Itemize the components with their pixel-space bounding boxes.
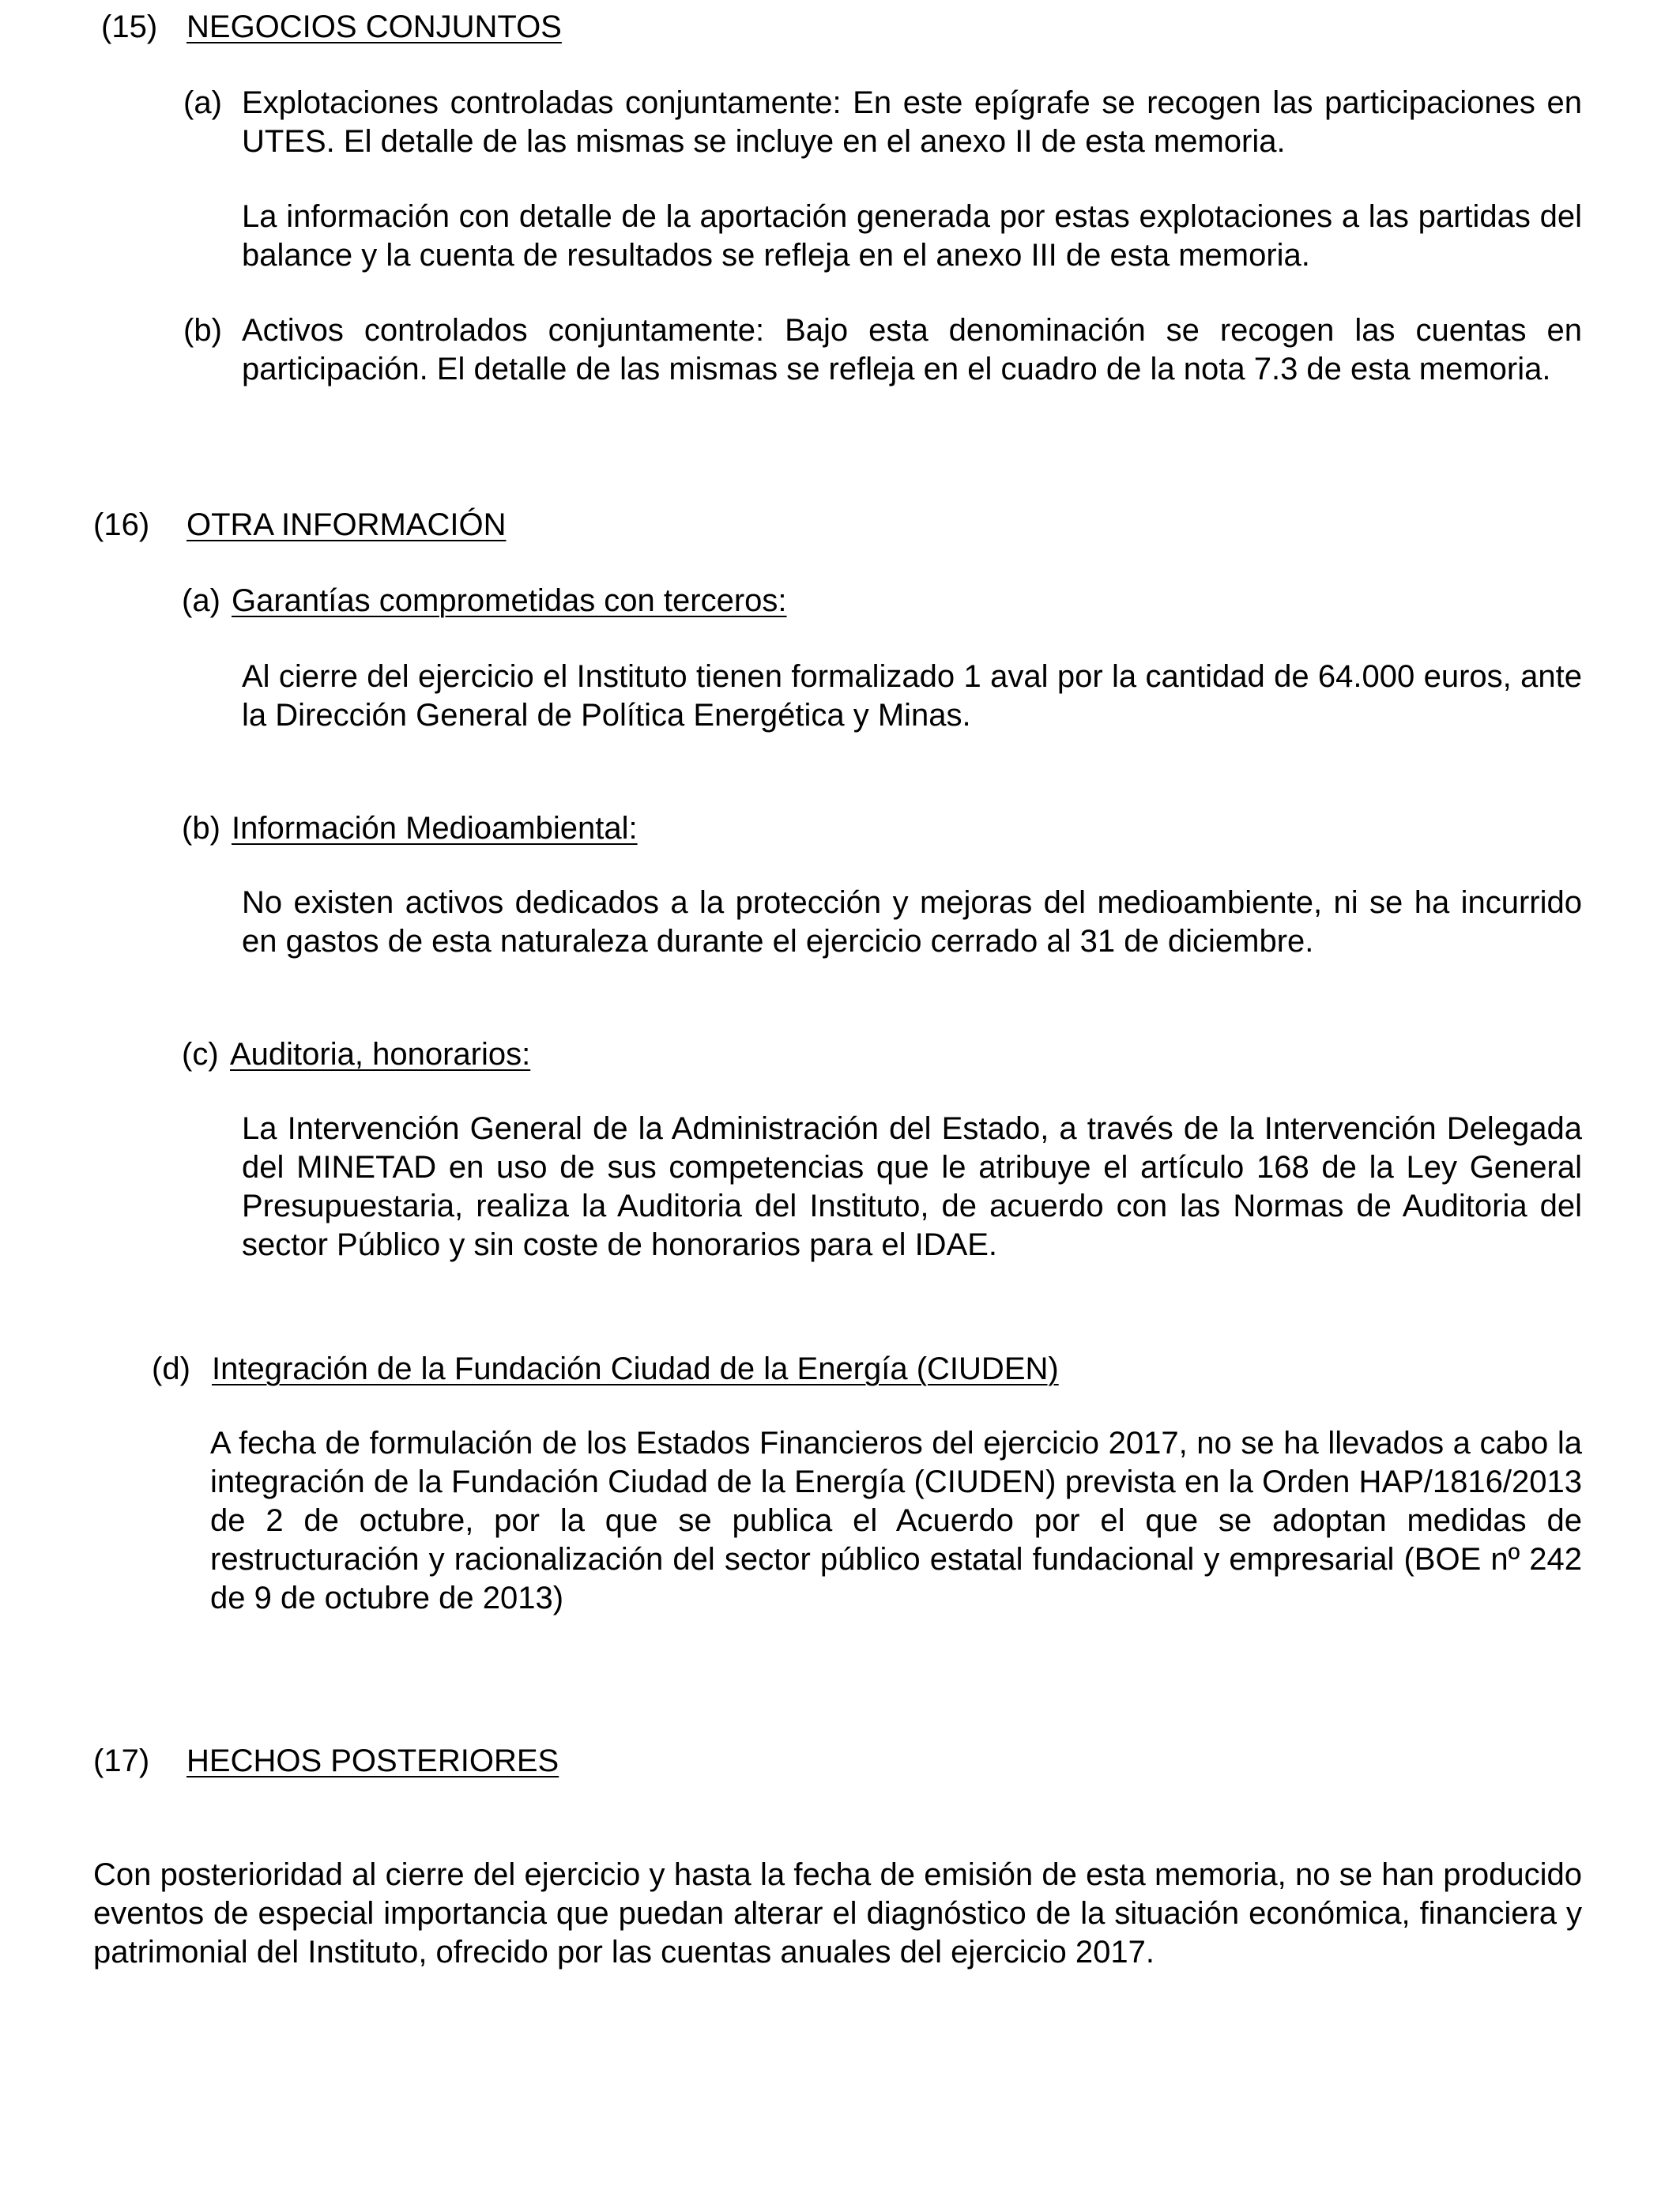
section-16-b-title: Información Medioambiental: [232, 811, 638, 846]
section-16-a-label: (a) [182, 583, 220, 618]
section-15-a-label: (a) [183, 85, 222, 120]
section-16-c-text: La Intervención General de la Administración del Estado, a través de la Intervención Delegada del MINETAD en uso de sus competencias que le atribuye el artículo 168 de la Ley General Presupuestaria, realiza la Auditoria del Instituto, de acuerdo con las Normas de Auditoria del sector Público y sin coste de honorarios para el IDAE. [242, 1111, 1582, 1262]
section-15-a-text2: La información con detalle de la aportación generada por estas explotaciones a las partidas del balance y la cuenta de resultados se refleja en el anexo III de esta memoria. [242, 199, 1582, 273]
section-16-c-label: (c) [182, 1037, 219, 1072]
section-16-a-title: Garantías comprometidas con terceros: [232, 583, 787, 618]
section-16-d-label: (d) [152, 1351, 190, 1386]
section-16-number: (16) [93, 507, 150, 542]
section-15-b-label: (b) [183, 313, 222, 348]
section-16-b-text: No existen activos dedicados a la protección y mejoras del medioambiente, ni se ha incurrido en gastos de esta naturaleza durante el ejercicio cerrado al 31 de diciembre. [242, 885, 1582, 959]
section-16-b-label: (b) [182, 811, 220, 846]
section-16-c-title: Auditoria, honorarios: [230, 1037, 531, 1072]
section-15-title: NEGOCIOS CONJUNTOS [186, 9, 562, 44]
section-17-text: Con posterioridad al cierre del ejercicio y hasta la fecha de emisión de esta memoria, no se han producido eventos de especial importancia que puedan alterar el diagnóstico de la situación económica, financiera y patrimonial del Instituto, ofrecido por las cuentas anuales del ejercicio 2017. [93, 1857, 1582, 1970]
section-16-title: OTRA INFORMACIÓN [186, 507, 507, 542]
section-17-title: HECHOS POSTERIORES [186, 1744, 559, 1778]
section-16-d-text: A fecha de formulación de los Estados Financieros del ejercicio 2017, no se ha llevados a cabo la integración de la Fundación Ciudad de la Energía (CIUDEN) prevista en la Orden HAP/1816/2013 de 2 de octubre, por la que se publica el Acuerdo por el que se adoptan medidas de restructuración y racionalización del sector público estatal fundacional y empresarial (BOE nº 242 de 9 de octubre de 2013) [210, 1426, 1582, 1615]
section-16-d-title: Integración de la Fundación Ciudad de la Energía (CIUDEN) [212, 1351, 1059, 1386]
section-17-number: (17) [93, 1744, 150, 1778]
section-15-a-text: Explotaciones controladas conjuntamente: En este epígrafe se recogen las participaciones en UTES. El detalle de las mismas se incluye en el anexo II de esta memoria. [242, 85, 1582, 159]
section-15-number: (15) [101, 9, 158, 44]
section-15-b-text: Activos controlados conjuntamente: Bajo esta denominación se recogen las cuentas en participación. El detalle de las mismas se refleja en el cuadro de la nota 7.3 de esta memoria. [242, 313, 1582, 386]
section-16-a-text: Al cierre del ejercicio el Instituto tienen formalizado 1 aval por la cantidad de 64.000 euros, ante la Dirección General de Política Energética y Minas. [242, 659, 1582, 733]
